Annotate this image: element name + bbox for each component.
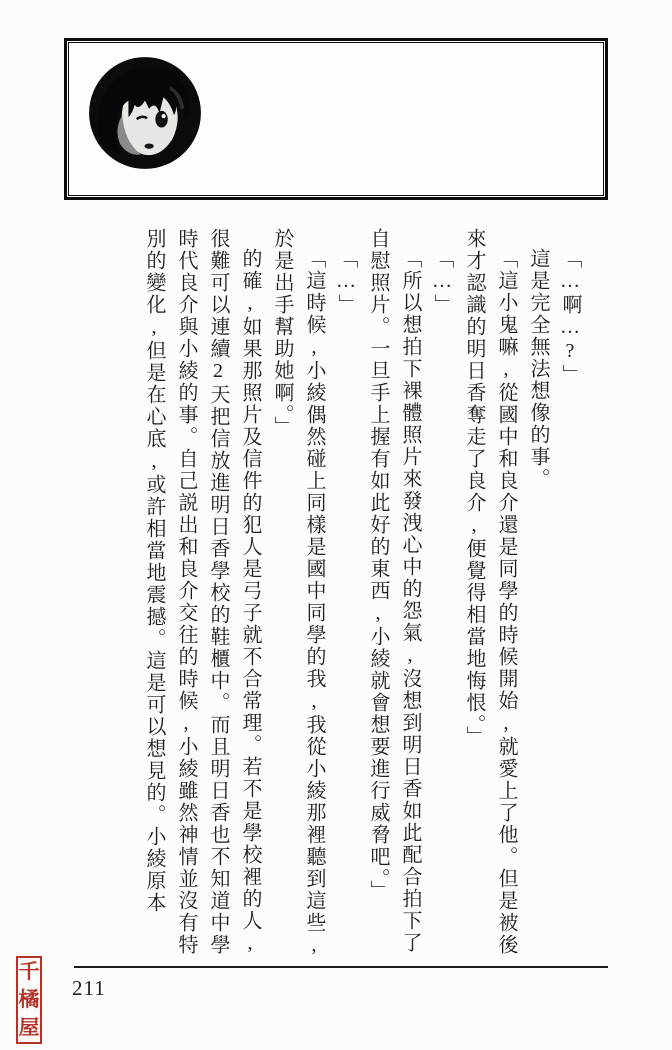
paragraph: 「這小鬼嘛,從國中和良介還是同學的時候開始,就愛上了他。但是被後來才認識的明日香奪走了良介,便覺得相當地悔恨。」 [463,228,517,956]
footer-divider [74,966,608,968]
page-number: 211 [72,976,106,1000]
paragraph: 這是完全無法想像的事。 [527,248,549,490]
seal-character: 橘 [18,989,40,1011]
paragraph: 「…」 [335,248,357,316]
paragraph: 「…」 [431,248,453,316]
header-illustration-box [64,38,608,200]
seal-character: 屋 [18,1017,40,1039]
paragraph: 「這時候,小綾偶然碰上同樣是國中同學的我,我從小綾那裡聽到這些,於是出手幫助她啊。」 [271,228,325,958]
publisher-seal [16,956,42,1044]
character-portrait-icon [87,55,203,171]
paragraph: 的確,如果那照片及信件的犯人是弓子就不合常理。若不是學校裡的人,很難可以連續2天把信放進明日香學校的鞋櫃中。而且明日香也不知道中學時代良介與小綾的事。自己説出和良介交往的時候,小綾雖然神情並沒有特別的變化,但是在心底,或許相當地震撼。這是可以想見的。小綾原本 [143,228,261,956]
novel-text-block [134,228,586,964]
paragraph: 「所以想拍下裸體照片來發洩心中的怨氣,沒想到明日香如此配合拍下了自慰照片。一旦手上握有如此好的東西,小綾就會想要進行威脅吧。」 [367,228,421,954]
seal-character: 千 [18,961,40,983]
paragraph: 「…啊…?」 [559,248,581,386]
